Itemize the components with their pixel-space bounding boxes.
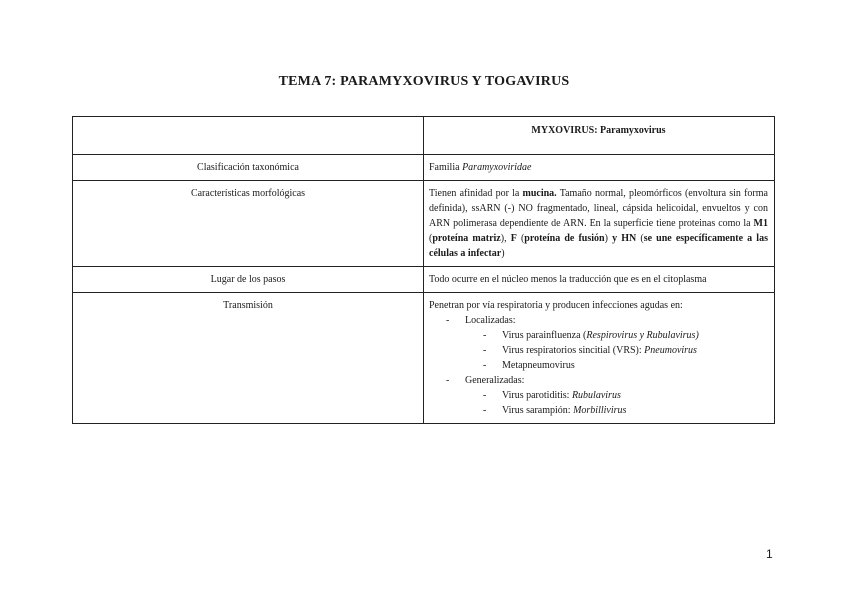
list-item-sarampion bbox=[429, 403, 768, 418]
table-row-lugar bbox=[73, 267, 775, 293]
bullet-dash: - bbox=[483, 390, 487, 401]
morph-text-6: ) bbox=[604, 233, 613, 244]
parotiditis-text: Virus parotiditis: bbox=[502, 390, 572, 401]
morph-text-5: ( bbox=[516, 233, 525, 244]
row-value-caracteristicas bbox=[424, 181, 775, 267]
row-label-caracteristicas: Características morfológicas bbox=[73, 181, 424, 267]
sarampion-genus: Morbillivirus bbox=[573, 405, 627, 416]
virus-table bbox=[72, 116, 775, 424]
familia-prefix: Familia bbox=[429, 162, 463, 173]
morph-bold-hn: y HN bbox=[612, 233, 637, 244]
morph-text-1: Tienen afinidad por la bbox=[429, 188, 523, 199]
vrs-genus: Pneumovirus bbox=[644, 345, 697, 356]
row-label-clasificacion: Clasificación taxonómica bbox=[73, 155, 424, 181]
bullet-dash: - bbox=[483, 330, 487, 341]
parotiditis-genus: Rubulavirus bbox=[571, 390, 621, 401]
metapneumovirus-text: Metapneumovirus bbox=[502, 360, 575, 371]
page-number: 1 bbox=[766, 547, 773, 561]
familia-name: Paramyxoviridae bbox=[462, 162, 532, 173]
document-title: TEMA 7: PARAMYXOVIRUS Y TOGAVIRUS bbox=[278, 74, 570, 89]
morph-text-7: ( bbox=[636, 233, 644, 244]
list-item-localizadas bbox=[429, 313, 768, 328]
bullet-dash: - bbox=[483, 360, 487, 371]
morph-text-2: Tamaño normal, pleomórficos (envoltura sin forma definida), ssARN (-) NO fragmentado, lineal, cápsida helicoidal, envueltos y con ARN polimerasa dependiente de ARN. En la superficie tiene proteinas como la bbox=[429, 188, 768, 229]
parainfluenza-text: Virus parainfluenza ( bbox=[502, 330, 587, 341]
table-row-transmision bbox=[73, 293, 775, 424]
row-value-lugar: Todo ocurre en el núcleo menos la traducción que es en el citoplasma bbox=[424, 267, 775, 293]
header-empty-cell bbox=[73, 117, 424, 155]
morph-text-4: ), bbox=[500, 233, 511, 244]
morph-text-3: ( bbox=[429, 233, 433, 244]
list-item-vrs bbox=[429, 343, 768, 358]
row-label-transmision: Transmisión bbox=[73, 293, 424, 424]
table-row-caracteristicas bbox=[73, 181, 775, 267]
morph-bold-proteina-fusion: proteína de fusión bbox=[524, 233, 605, 244]
morph-bold-m1: M1 bbox=[753, 218, 768, 229]
morph-bold-proteina-matriz: proteína matriz bbox=[432, 233, 501, 244]
morph-bold-se-une: se une específicamente a las células a infectar bbox=[429, 233, 768, 259]
morph-bold-mucina: mucina. bbox=[522, 188, 557, 199]
row-label-lugar: Lugar de los pasos bbox=[73, 267, 424, 293]
bullet-dash: - bbox=[483, 405, 487, 416]
bullet-dash: - bbox=[483, 345, 487, 356]
bullet-dash: - bbox=[446, 375, 450, 386]
list-item-metapneumovirus bbox=[429, 358, 768, 373]
list-item-parainfluenza bbox=[429, 328, 768, 343]
table-row-clasificacion bbox=[73, 155, 775, 181]
bullet-dash: - bbox=[446, 315, 450, 326]
morph-bold-f: F bbox=[510, 233, 517, 244]
header-cell-myxovirus: MYXOVIRUS: Paramyxovirus bbox=[424, 117, 775, 155]
generalizadas-label: Generalizadas: bbox=[465, 375, 525, 386]
transmision-intro: Penetran por vía respiratoria y producen infecciones agudas en: bbox=[429, 300, 683, 311]
vrs-text: Virus respiratorios sincitial (VRS): bbox=[502, 345, 645, 356]
list-item-generalizadas bbox=[429, 373, 768, 388]
parainfluenza-genus: Respirovirus y Rubulavirus) bbox=[586, 330, 699, 341]
list-item-parotiditis bbox=[429, 388, 768, 403]
localizadas-label: Localizadas: bbox=[465, 315, 516, 326]
morph-text-8: ) bbox=[501, 248, 505, 259]
table-header-row bbox=[73, 117, 775, 155]
row-value-transmision bbox=[424, 293, 775, 424]
sarampion-text: Virus sarampión: bbox=[502, 405, 574, 416]
row-value-clasificacion bbox=[424, 155, 775, 181]
